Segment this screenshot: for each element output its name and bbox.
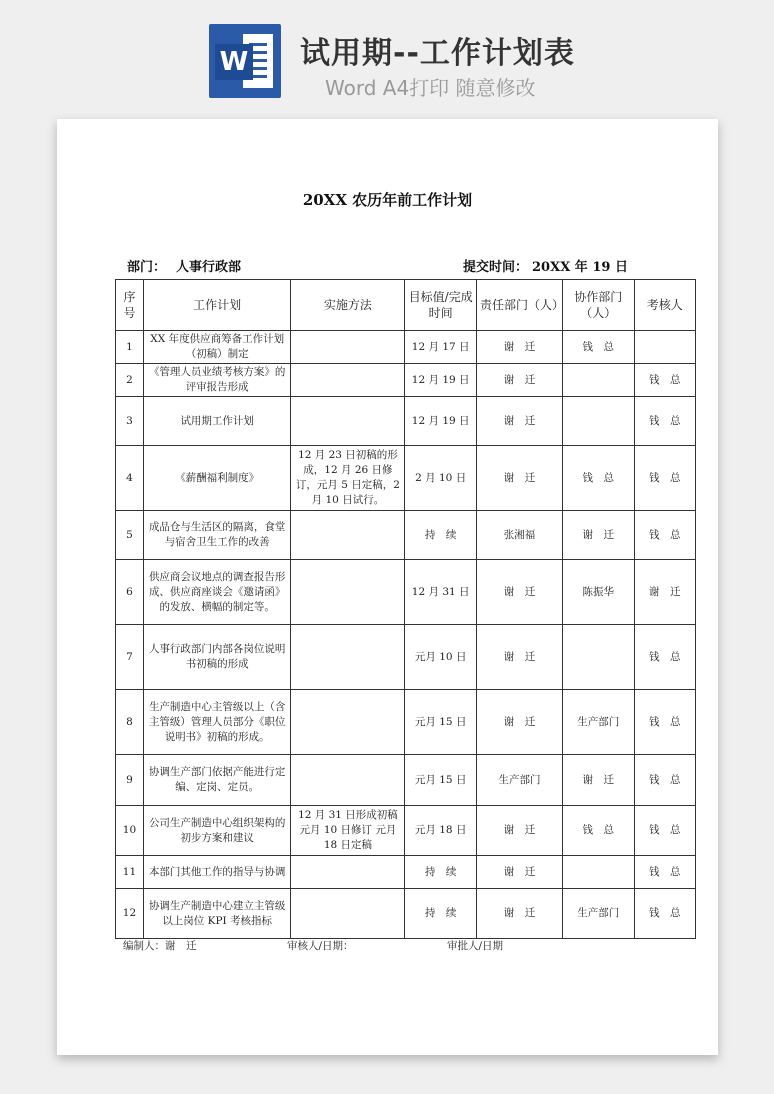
department-value: 人事行政部 — [176, 260, 242, 275]
table-row — [116, 755, 696, 806]
cell-assist — [562, 364, 634, 397]
cell-plan: 协调生产部门依据产能进行定编、定岗、定员。 — [143, 755, 291, 806]
cell-no: 4 — [116, 446, 144, 511]
footer-reviewer: 审核人/日期： — [287, 940, 354, 952]
cell-plan: 生产制造中心主管级以上（含主管级）管理人员部分《职位说明书》初稿的形成。 — [143, 690, 291, 755]
cell-method — [291, 856, 405, 889]
cell-owner: 张湘福 — [476, 511, 562, 560]
cell-plan: XX 年度供应商筹备工作计划（初稿）制定 — [143, 331, 291, 364]
header-target: 目标值/完成时间 — [405, 280, 477, 331]
cell-no: 8 — [116, 690, 144, 755]
cell-assist: 谢 迁 — [562, 755, 634, 806]
cell-assist: 钱 总 — [562, 446, 634, 511]
footer-approver: 审批人/日期 — [447, 940, 504, 952]
banner-title: 试用期--工作计划表 — [300, 36, 575, 71]
cell-no: 12 — [116, 889, 144, 939]
document-title: 20XX 农历年前工作计划 — [302, 191, 473, 209]
cell-plan: 《薪酬福利制度》 — [143, 446, 291, 511]
header-reviewer: 考核人 — [634, 280, 696, 331]
cell-plan: 《管理人员业绩考核方案》的评审报告形成 — [143, 364, 291, 397]
cell-plan: 人事行政部门内部各岗位说明书初稿的形成 — [143, 625, 291, 690]
banner-subtitle: Word A4打印 随意修改 — [325, 76, 536, 100]
cell-method — [291, 625, 405, 690]
cell-no: 2 — [116, 364, 144, 397]
cell-owner: 谢 迁 — [476, 397, 562, 446]
cell-no: 9 — [116, 755, 144, 806]
table-row — [116, 364, 696, 397]
header-no: 序号 — [116, 280, 144, 331]
submit-value: 20XX 年 19 日 — [532, 260, 628, 275]
cell-assist — [562, 856, 634, 889]
table-row — [116, 690, 696, 755]
cell-owner: 谢 迁 — [476, 331, 562, 364]
table-row — [116, 889, 696, 939]
cell-method — [291, 331, 405, 364]
cell-owner: 谢 迁 — [476, 625, 562, 690]
cell-assist: 钱 总 — [562, 331, 634, 364]
cell-method: 12 月 31 日形成初稿 元月 10 日修订 元月 18 日定稿 — [291, 806, 405, 856]
cell-no: 1 — [116, 331, 144, 364]
cell-method — [291, 560, 405, 625]
cell-method — [291, 364, 405, 397]
cell-assist — [562, 397, 634, 446]
header-method: 实施方法 — [291, 280, 405, 331]
cell-target: 元月 10 日 — [405, 625, 477, 690]
department-info — [127, 256, 241, 275]
cell-target: 元月 18 日 — [405, 806, 477, 856]
footer-author: 编制人：谢 迁 — [123, 940, 197, 952]
cell-method: 12 月 23 日初稿的形成，12 月 26 日修订，元月 5 日定稿，2 月 10 日试行。 — [291, 446, 405, 511]
cell-assist — [562, 625, 634, 690]
header-banner — [0, 0, 774, 110]
cell-reviewer: 钱 总 — [634, 364, 696, 397]
table-row — [116, 806, 696, 856]
cell-owner: 谢 迁 — [476, 560, 562, 625]
table-header-row — [116, 280, 696, 331]
cell-target: 12 月 19 日 — [405, 364, 477, 397]
word-letter: W — [215, 44, 253, 80]
cell-target: 持 续 — [405, 511, 477, 560]
table-row — [116, 856, 696, 889]
cell-target: 12 月 17 日 — [405, 331, 477, 364]
cell-no: 11 — [116, 856, 144, 889]
cell-plan: 协调生产制造中心建立主管级以上岗位 KPI 考核指标 — [143, 889, 291, 939]
cell-assist: 谢 迁 — [562, 511, 634, 560]
cell-plan: 成品仓与生活区的隔离，食堂与宿舍卫生工作的改善 — [143, 511, 291, 560]
submit-info — [463, 256, 628, 275]
header-owner: 责任部门（人） — [476, 280, 562, 331]
cell-no: 7 — [116, 625, 144, 690]
cell-method — [291, 889, 405, 939]
table-row — [116, 331, 696, 364]
cell-reviewer: 钱 总 — [634, 690, 696, 755]
cell-reviewer: 钱 总 — [634, 511, 696, 560]
work-plan-table — [115, 279, 696, 939]
cell-owner: 生产部门 — [476, 755, 562, 806]
cell-method — [291, 511, 405, 560]
cell-target: 12 月 19 日 — [405, 397, 477, 446]
cell-reviewer: 钱 总 — [634, 397, 696, 446]
cell-assist: 生产部门 — [562, 690, 634, 755]
cell-owner: 谢 迁 — [476, 364, 562, 397]
cell-target: 持 续 — [405, 889, 477, 939]
header-plan: 工作计划 — [143, 280, 291, 331]
cell-reviewer — [634, 331, 696, 364]
cell-target: 2 月 10 日 — [405, 446, 477, 511]
cell-reviewer: 钱 总 — [634, 806, 696, 856]
cell-no: 3 — [116, 397, 144, 446]
cell-owner: 谢 迁 — [476, 856, 562, 889]
cell-owner: 谢 迁 — [476, 446, 562, 511]
cell-no: 5 — [116, 511, 144, 560]
cell-owner: 谢 迁 — [476, 889, 562, 939]
cell-assist: 生产部门 — [562, 889, 634, 939]
table-row — [116, 397, 696, 446]
cell-owner: 谢 迁 — [476, 806, 562, 856]
cell-method — [291, 397, 405, 446]
cell-reviewer: 钱 总 — [634, 889, 696, 939]
cell-no: 10 — [116, 806, 144, 856]
cell-target: 持 续 — [405, 856, 477, 889]
cell-assist: 钱 总 — [562, 806, 634, 856]
cell-method — [291, 755, 405, 806]
submit-label: 提交时间： — [463, 260, 529, 275]
cell-target: 元月 15 日 — [405, 755, 477, 806]
cell-no: 6 — [116, 560, 144, 625]
cell-method — [291, 690, 405, 755]
cell-plan: 试用期工作计划 — [143, 397, 291, 446]
table-row — [116, 625, 696, 690]
header-assist: 协作部门（人） — [562, 280, 634, 331]
word-doc-icon — [209, 24, 281, 98]
table-row — [116, 446, 696, 511]
cell-reviewer: 钱 总 — [634, 856, 696, 889]
cell-plan: 供应商会议地点的调查报告形成、供应商座谈会《邀请函》的发放、横幅的制定等。 — [143, 560, 291, 625]
cell-plan: 本部门其他工作的指导与协调 — [143, 856, 291, 889]
cell-plan: 公司生产制造中心组织架构的初步方案和建议 — [143, 806, 291, 856]
table-row — [116, 560, 696, 625]
document-page — [57, 119, 718, 1055]
cell-reviewer: 钱 总 — [634, 625, 696, 690]
table-row — [116, 511, 696, 560]
cell-target: 12 月 31 日 — [405, 560, 477, 625]
cell-reviewer: 钱 总 — [634, 446, 696, 511]
cell-target: 元月 15 日 — [405, 690, 477, 755]
cell-reviewer: 谢 迁 — [634, 560, 696, 625]
cell-assist: 陈振华 — [562, 560, 634, 625]
cell-owner: 谢 迁 — [476, 690, 562, 755]
department-label: 部门： — [127, 260, 167, 275]
cell-reviewer: 钱 总 — [634, 755, 696, 806]
